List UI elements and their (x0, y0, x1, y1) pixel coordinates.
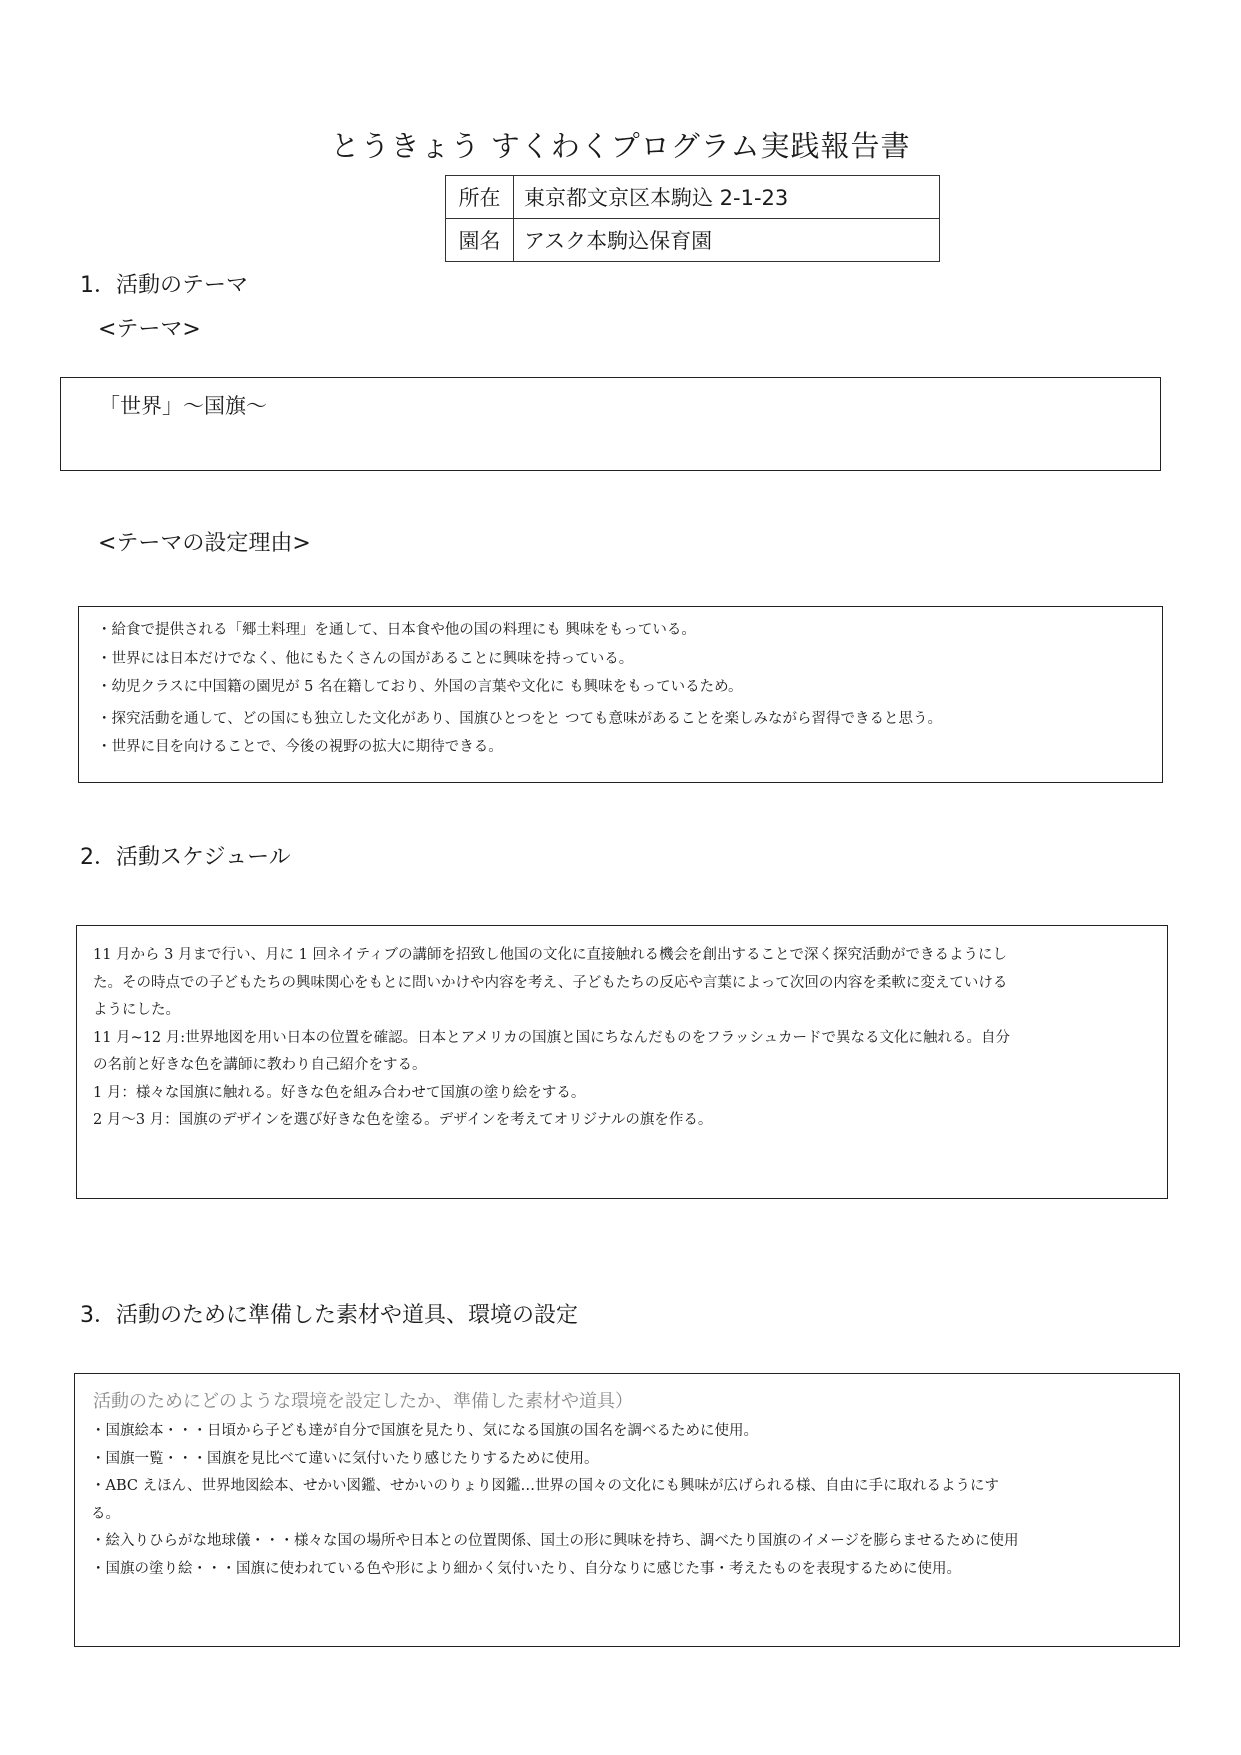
reason-box (78, 606, 1163, 783)
location-value: 東京都文京区本駒込 2-1-23 (514, 176, 940, 219)
reason-list (97, 616, 942, 762)
schedule-line: 1 月：様々な国旗に触れる。好きな色を組み合わせて国旗の塗り絵をする。 (93, 1084, 586, 1101)
theme-label: <テーマ> (98, 317, 201, 342)
materials-item: ・ABC えほん、世界地図絵本、せかい図鑑、せかいのりょり図鑑…世界の国々の文化にも興味が広げられる様、自由に手に取れるようにす (91, 1478, 999, 1494)
materials-prompt: 活動のためにどのような環境を設定したか、準備した素材や道具） (93, 1391, 633, 1412)
materials-item: る。 (91, 1505, 120, 1522)
section1-heading: 1．活動のテーマ (80, 273, 248, 298)
schedule-line: た。その時点での子どもたちの興味関心をもとに問いかけや内容を考え、子どもたちの反応や言葉によって次回の内容を柔軟に変えていける (93, 974, 1008, 991)
schedule-text (93, 942, 1010, 1135)
report-title: とうきょう すくわくプログラム実践報告書 (330, 129, 911, 163)
schedule-line: 11 月~12 月:世界地図を用い日本の位置を確認。日本とアメリカの国旗と国にちなんだものをフラッシュカードで異なる文化に触れる。自分 (93, 1029, 1011, 1046)
facility-name-value: アスク本駒込保育園 (514, 219, 940, 262)
materials-item: ・国旗の塗り絵・・・国旗に使われている色や形により細かく気付いたり、自分なりに感じた事・考えたものを表現するために使用。 (91, 1560, 961, 1577)
section3-heading: 3．活動のために準備した素材や道具、環境の設定 (80, 1303, 578, 1328)
location-label: 所在 (446, 176, 514, 219)
schedule-line: ようにした。 (93, 1002, 180, 1018)
section2-heading: 2．活動スケジュール (80, 845, 291, 870)
materials-item: ・国旗絵本・・・日頃から子ども達が自分で国旗を見たり、気になる国旗の国名を調べるために使用。 (91, 1423, 758, 1439)
schedule-line: 11 月から 3 月まで行い、月に 1 回ネイティブの講師を招致し他国の文化に直接触れる機会を創出することで深く探究活動ができるようにし (93, 947, 1007, 963)
materials-item: ・国旗一覧・・・国旗を見比べて違いに気付いたり感じたりするために使用。 (91, 1450, 599, 1467)
reason-item: ・給食で提供される「郷土料理」を通して、日本食や他の国の料理にも 興味をもっている。 (97, 622, 696, 638)
facility-info-table (445, 175, 940, 262)
reason-item: ・探究活動を通して、どの国にも独立した文化があり、国旗ひとつをと つても意味があることを楽しみながら習得できると思う。 (97, 710, 943, 727)
facility-name-label: 園名 (446, 219, 514, 262)
schedule-line: の名前と好きな色を講師に教わり自己紹介をする。 (93, 1057, 427, 1073)
schedule-box (76, 925, 1168, 1199)
reason-item: ・世界には日本だけでなく、他にもたくさんの国があることに興味を持っている。 (97, 650, 634, 667)
reason-item: ・世界に目を向けることで、今後の視野の拡大に期待できる。 (97, 739, 503, 755)
materials-list (91, 1418, 1019, 1583)
materials-box (74, 1373, 1180, 1647)
reason-item: ・幼児クラスに中国籍の園児が 5 名在籍しており、外国の言葉や文化に も興味をもっているため。 (97, 679, 743, 695)
location-row (446, 176, 940, 219)
reason-label: <テーマの設定理由> (98, 531, 311, 556)
schedule-line: 2 月～3 月：国旗のデザインを選び好きな色を塗る。デザインを考えてオリジナルの旗を作る。 (93, 1112, 713, 1128)
facility-name-row (446, 219, 940, 262)
theme-box (60, 377, 1161, 471)
theme-text: 「世界」～国旗～ (99, 394, 267, 418)
materials-item: ・絵入りひらがな地球儀・・・様々な国の場所や日本との位置関係、国土の形に興味を持ち、調べたり国旗のイメージを膨らませるために使用 (91, 1533, 1019, 1549)
